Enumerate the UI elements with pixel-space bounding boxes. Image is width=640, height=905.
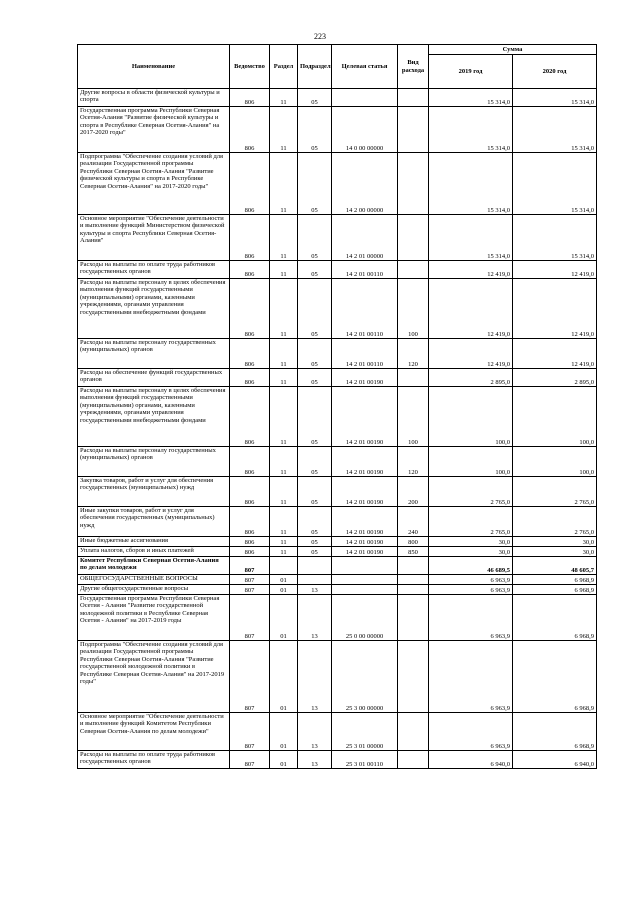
row-2020: 30,0	[513, 537, 597, 547]
row-2019: 2 765,0	[429, 507, 513, 537]
row-dept: 806	[230, 339, 270, 369]
row-dept: 806	[230, 107, 270, 153]
row-2020: 2 765,0	[513, 477, 597, 507]
row-exptype	[398, 575, 429, 585]
row-subsection: 13	[298, 713, 332, 751]
row-subsection: 05	[298, 447, 332, 477]
row-exptype	[398, 215, 429, 261]
row-section: 01	[270, 641, 298, 713]
row-subsection: 05	[298, 507, 332, 537]
row-2019: 12 419,0	[429, 261, 513, 279]
row-2020: 12 419,0	[513, 339, 597, 369]
table-row	[78, 387, 597, 447]
row-2019: 6 963,9	[429, 575, 513, 585]
table-row	[78, 507, 597, 537]
table-row	[78, 369, 597, 387]
row-2020: 6 968,9	[513, 713, 597, 751]
row-name: Государственная программа Республики Северная Осетия-Алания "Развитие физической культуры и спорта в Республике Северная Осетия-Алания" на 2017-2020 годы"	[78, 107, 230, 153]
row-2019: 100,0	[429, 387, 513, 447]
row-dept: 806	[230, 215, 270, 261]
row-exptype	[398, 595, 429, 641]
row-exptype: 240	[398, 507, 429, 537]
row-name: Государственная программа Республики Северная Осетия - Алания "Развитие государственной молодежной политики в Республике Северная Осетия - Алания" на 2017-2019 годы	[78, 595, 230, 641]
row-name: Расходы на обеспечение функций государственных органов	[78, 369, 230, 387]
row-section: 11	[270, 547, 298, 557]
row-2020: 15 314,0	[513, 215, 597, 261]
header-subsection: Подраздел	[298, 45, 332, 89]
row-target	[332, 89, 398, 107]
row-dept: 807	[230, 585, 270, 595]
row-name: Закупка товаров, работ и услуг для обеспечения государственных (муниципальных) нужд	[78, 477, 230, 507]
header-2020: 2020 год	[513, 55, 597, 89]
row-section: 11	[270, 153, 298, 215]
row-2019: 30,0	[429, 537, 513, 547]
row-dept: 806	[230, 387, 270, 447]
row-name: Уплата налогов, сборов и иных платежей	[78, 547, 230, 557]
row-name: Другие вопросы в области физической культуры и спорта	[78, 89, 230, 107]
row-2020: 100,0	[513, 447, 597, 477]
row-target: 14 2 01 00110	[332, 279, 398, 339]
table-row	[78, 537, 597, 547]
row-subsection: 05	[298, 387, 332, 447]
row-name: Основное мероприятие "Обеспечение деятельности и выполнение функций Министерством физической культуры и спорта Республики Северная Осетия-Алания"	[78, 215, 230, 261]
row-2019: 6 963,9	[429, 713, 513, 751]
row-target: 14 0 00 00000	[332, 107, 398, 153]
row-section: 11	[270, 387, 298, 447]
row-2019: 15 314,0	[429, 215, 513, 261]
row-dept: 807	[230, 751, 270, 769]
budget-table	[77, 44, 597, 769]
row-exptype: 800	[398, 537, 429, 547]
row-section: 11	[270, 447, 298, 477]
row-exptype	[398, 261, 429, 279]
row-dept: 807	[230, 595, 270, 641]
row-2019: 100,0	[429, 447, 513, 477]
row-2019: 2 895,0	[429, 369, 513, 387]
row-exptype	[398, 89, 429, 107]
row-exptype	[398, 713, 429, 751]
row-exptype: 120	[398, 339, 429, 369]
row-name: Расходы на выплаты персоналу в целях обеспечения выполнения функций государственными (муниципальными) органами, казенными учреждениями, органами управления государственными внебюджетными фондами	[78, 279, 230, 339]
row-target: 25 3 01 00110	[332, 751, 398, 769]
row-subsection	[298, 557, 332, 575]
row-section: 01	[270, 751, 298, 769]
row-exptype	[398, 107, 429, 153]
row-subsection: 05	[298, 279, 332, 339]
row-name: Расходы на выплаты по оплате труда работников государственных органов	[78, 261, 230, 279]
row-subsection: 05	[298, 89, 332, 107]
table-row	[78, 713, 597, 751]
row-name: ОБЩЕГОСУДАРСТВЕННЫЕ ВОПРОСЫ	[78, 575, 230, 585]
header-name: Наименование	[78, 45, 230, 89]
row-target: 14 2 01 00190	[332, 537, 398, 547]
row-section: 11	[270, 261, 298, 279]
row-target	[332, 557, 398, 575]
row-section: 01	[270, 585, 298, 595]
row-dept: 806	[230, 153, 270, 215]
table-row	[78, 595, 597, 641]
header-target: Целевая статья	[332, 45, 398, 89]
row-subsection: 05	[298, 215, 332, 261]
row-subsection	[298, 575, 332, 585]
row-subsection: 05	[298, 261, 332, 279]
row-target: 14 2 01 00190	[332, 387, 398, 447]
row-dept: 807	[230, 557, 270, 575]
row-name: Иные закупки товаров, работ и услуг для обеспечения государственных (муниципальных) нужд	[78, 507, 230, 537]
row-dept: 806	[230, 477, 270, 507]
table-row	[78, 261, 597, 279]
row-target: 14 2 01 00110	[332, 261, 398, 279]
row-section: 11	[270, 215, 298, 261]
row-section: 11	[270, 369, 298, 387]
row-exptype	[398, 641, 429, 713]
row-2020: 6 968,9	[513, 595, 597, 641]
row-name: Иные бюджетные ассигнования	[78, 537, 230, 547]
row-2019: 15 314,0	[429, 107, 513, 153]
table-row	[78, 477, 597, 507]
row-exptype: 850	[398, 547, 429, 557]
row-name: Расходы на выплаты по оплате труда работников государственных органов	[78, 751, 230, 769]
row-section: 11	[270, 339, 298, 369]
row-subsection: 05	[298, 477, 332, 507]
row-2020: 6 968,9	[513, 641, 597, 713]
row-2020: 6 968,9	[513, 575, 597, 585]
row-exptype: 120	[398, 447, 429, 477]
row-section: 11	[270, 537, 298, 547]
row-2019: 6 963,9	[429, 595, 513, 641]
row-target: 25 3 01 00000	[332, 713, 398, 751]
row-dept: 806	[230, 369, 270, 387]
row-name: Другие общегосударственные вопросы	[78, 585, 230, 595]
row-subsection: 13	[298, 585, 332, 595]
row-2020: 15 314,0	[513, 107, 597, 153]
row-exptype	[398, 153, 429, 215]
row-2020: 15 314,0	[513, 89, 597, 107]
row-exptype	[398, 585, 429, 595]
table-row	[78, 339, 597, 369]
header-exptype: Вид расхода	[398, 45, 429, 89]
row-2019: 30,0	[429, 547, 513, 557]
row-exptype	[398, 369, 429, 387]
row-target: 14 2 01 00110	[332, 339, 398, 369]
row-exptype	[398, 751, 429, 769]
row-name: Подпрограмма "Обеспечение создания условий для реализации Государственной программы Республики Северная Осетия-Алания "Развитие физической культуры и спорта в Республике Северная Осетия-Алания" на 2017-2020 годы"	[78, 153, 230, 215]
row-target: 25 3 00 00000	[332, 641, 398, 713]
row-dept: 806	[230, 279, 270, 339]
row-section: 01	[270, 713, 298, 751]
row-name: Комитет Республики Северная Осетия-Алания по делам молодежи	[78, 557, 230, 575]
row-subsection: 05	[298, 537, 332, 547]
header-sum: Сумма	[429, 45, 597, 55]
table-row	[78, 751, 597, 769]
table-row	[78, 153, 597, 215]
row-subsection: 05	[298, 153, 332, 215]
row-section: 11	[270, 89, 298, 107]
row-dept: 807	[230, 641, 270, 713]
row-2019: 15 314,0	[429, 89, 513, 107]
row-subsection: 05	[298, 369, 332, 387]
row-name: Расходы на выплаты персоналу государственных (муниципальных) органов	[78, 339, 230, 369]
row-target: 14 2 01 00190	[332, 507, 398, 537]
row-dept: 806	[230, 89, 270, 107]
row-section: 11	[270, 279, 298, 339]
row-dept: 806	[230, 261, 270, 279]
row-2020: 48 605,7	[513, 557, 597, 575]
row-name: Расходы на выплаты персоналу в целях обеспечения выполнения функций государственными (муниципальными) органами, казенными учреждениями, органами управления государственными внебюджетными фондами	[78, 387, 230, 447]
row-subsection: 05	[298, 107, 332, 153]
row-2020: 30,0	[513, 547, 597, 557]
row-dept: 807	[230, 575, 270, 585]
row-dept: 806	[230, 447, 270, 477]
row-target	[332, 575, 398, 585]
table-row	[78, 279, 597, 339]
row-2020: 12 419,0	[513, 261, 597, 279]
row-section: 11	[270, 507, 298, 537]
row-section: 11	[270, 477, 298, 507]
table-row	[78, 641, 597, 713]
row-exptype	[398, 557, 429, 575]
row-subsection: 05	[298, 339, 332, 369]
row-2019: 46 689,5	[429, 557, 513, 575]
row-exptype: 100	[398, 279, 429, 339]
row-subsection: 05	[298, 547, 332, 557]
table-row	[78, 547, 597, 557]
row-dept: 806	[230, 547, 270, 557]
row-target: 14 2 01 00000	[332, 215, 398, 261]
header-section: Раздел	[270, 45, 298, 89]
table-row	[78, 447, 597, 477]
row-2019: 6 963,9	[429, 641, 513, 713]
row-target: 14 2 01 00190	[332, 477, 398, 507]
row-2020: 6 940,0	[513, 751, 597, 769]
table-body	[78, 89, 597, 769]
row-2019: 6 940,0	[429, 751, 513, 769]
row-name: Расходы на выплаты персоналу государственных (муниципальных) органов	[78, 447, 230, 477]
table-row	[78, 89, 597, 107]
row-section: 01	[270, 575, 298, 585]
table-row	[78, 215, 597, 261]
row-dept: 806	[230, 507, 270, 537]
row-section: 11	[270, 107, 298, 153]
header-2019: 2019 год	[429, 55, 513, 89]
table-row	[78, 107, 597, 153]
row-2019: 15 314,0	[429, 153, 513, 215]
row-exptype: 200	[398, 477, 429, 507]
row-section	[270, 557, 298, 575]
table-row	[78, 557, 597, 575]
header-dept: Ведомство	[230, 45, 270, 89]
row-subsection: 13	[298, 595, 332, 641]
page-number: 223	[314, 32, 326, 41]
row-2020: 6 968,9	[513, 585, 597, 595]
row-2020: 2 765,0	[513, 507, 597, 537]
row-2020: 100,0	[513, 387, 597, 447]
table-row	[78, 575, 597, 585]
row-2019: 6 963,9	[429, 585, 513, 595]
row-target: 14 2 01 00190	[332, 547, 398, 557]
row-dept: 807	[230, 713, 270, 751]
row-2019: 12 419,0	[429, 279, 513, 339]
table-row	[78, 585, 597, 595]
row-section: 01	[270, 595, 298, 641]
row-target: 25 0 00 00000	[332, 595, 398, 641]
row-2019: 2 765,0	[429, 477, 513, 507]
row-target: 14 2 01 00190	[332, 369, 398, 387]
row-2020: 2 895,0	[513, 369, 597, 387]
row-target: 14 2 00 00000	[332, 153, 398, 215]
row-subsection: 13	[298, 641, 332, 713]
row-2019: 12 419,0	[429, 339, 513, 369]
row-2020: 12 419,0	[513, 279, 597, 339]
row-target: 14 2 01 00190	[332, 447, 398, 477]
row-dept: 806	[230, 537, 270, 547]
row-name: Основное мероприятие "Обеспечение деятельности и выполнение функций Комитетом Республики Северная Осетия-Алания по делам молодежи"	[78, 713, 230, 751]
row-2020: 15 314,0	[513, 153, 597, 215]
row-exptype: 100	[398, 387, 429, 447]
row-subsection: 13	[298, 751, 332, 769]
row-target	[332, 585, 398, 595]
row-name: Подпрограмма "Обеспечение создания условий для реализации Государственной программы Республики Северная Осетия-Алания "Развитие государственной молодежной политики в Республике Северная Осетия-Алания" на 2017-2019 годы"	[78, 641, 230, 713]
